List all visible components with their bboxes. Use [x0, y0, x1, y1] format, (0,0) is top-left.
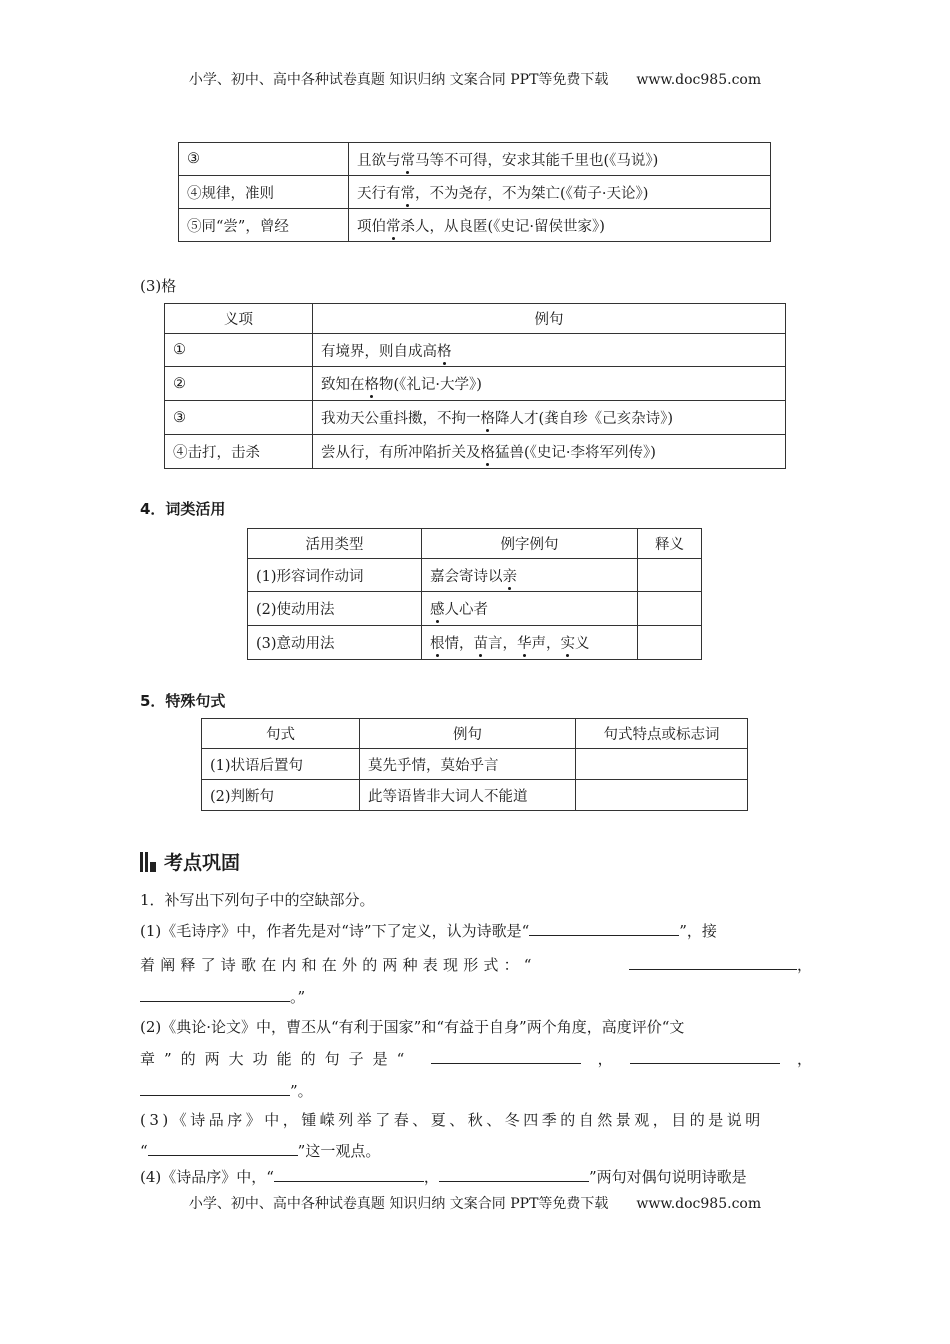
meaning-cell: ④击打，击杀 — [165, 435, 313, 469]
column-header: 例句 — [360, 719, 576, 749]
meaning-cell: ③ — [179, 143, 349, 176]
example-cell: 致知在格物(《礼记·大学》) — [313, 367, 786, 401]
answer-cell[interactable] — [638, 626, 702, 660]
jushi-label: 5．特殊句式 — [140, 692, 226, 710]
emphasis-char: 苗 — [473, 636, 488, 652]
answer-blank[interactable] — [148, 1137, 298, 1156]
example-cell: 莫先乎情，莫始乎言 — [360, 749, 576, 780]
emphasis-char: 常 — [400, 152, 415, 169]
jushi-table — [201, 718, 748, 811]
header-url: www.doc985.com — [636, 72, 762, 88]
table-row — [179, 209, 771, 242]
column-header: 例字例句 — [422, 529, 638, 559]
table-row — [165, 367, 786, 401]
example-cell: 嘉会寄诗以亲 — [422, 559, 638, 592]
column-header: 释义 — [638, 529, 702, 559]
meaning-cell: ① — [165, 334, 313, 367]
page-footer — [0, 1193, 950, 1213]
example-cell: 天行有常，不为尧存，不为桀亡(《荀子·天论》) — [349, 176, 771, 209]
table-row — [179, 143, 771, 176]
meaning-cell: ④规律，准则 — [179, 176, 349, 209]
q3-line2: “ ”这一观点。 — [140, 1137, 812, 1165]
page-header — [0, 69, 950, 89]
meaning-cell: ⑤同“尝”，曾经 — [179, 209, 349, 242]
meaning-cell: ③ — [165, 401, 313, 435]
answer-blank[interactable] — [529, 917, 679, 936]
q2-line2: 章”的两大功能的句子是“ ， ， — [140, 1045, 812, 1073]
emphasis-char: 常 — [386, 218, 401, 235]
chang-table — [178, 142, 771, 242]
cilei-table — [247, 528, 702, 660]
header-text: 小学、初中、高中各种试卷真题 知识归纳 文案合同 PPT等免费下载 — [188, 72, 609, 88]
example-cell: 有境界，则自成高格 — [313, 334, 786, 367]
example-cell: 尝从行，有所冲陷折关及格猛兽(《史记·李将军列传》) — [313, 435, 786, 469]
table-row — [248, 626, 702, 660]
example-cell: 且欲与常马等不可得，安求其能千里也(《马说》) — [349, 143, 771, 176]
table-row — [248, 592, 702, 626]
column-header: 例句 — [313, 304, 786, 334]
answer-blank[interactable] — [274, 1163, 424, 1182]
ge-table — [164, 303, 786, 469]
q2-line3: ”。 — [140, 1077, 812, 1105]
column-header: 活用类型 — [248, 529, 422, 559]
example-cell: 感人心者 — [422, 592, 638, 626]
answer-cell[interactable] — [576, 780, 748, 811]
table-header-row — [248, 529, 702, 559]
meaning-cell: ② — [165, 367, 313, 401]
question-intro: 1．补写出下列句子中的空缺部分。 — [140, 891, 375, 909]
q1-line1: (1)《毛诗序》中，作者先是对“诗”下了定义，认为诗歌是“ ”，接 — [140, 917, 812, 945]
emphasis-char: 实 — [560, 636, 575, 652]
table-row — [179, 176, 771, 209]
table-row — [202, 780, 748, 811]
emphasis-char: 感 — [430, 602, 445, 618]
type-cell: (2)判断句 — [202, 780, 360, 811]
answer-blank[interactable] — [140, 1077, 290, 1096]
emphasis-char: 常 — [400, 185, 415, 202]
footer-text: 小学、初中、高中各种试卷真题 知识归纳 文案合同 PPT等免费下载 — [188, 1196, 609, 1212]
q1-line2: 着阐释了诗歌在内和在外的两种表现形式：“ ， — [140, 951, 812, 979]
section-bars-icon — [140, 852, 156, 872]
answer-blank[interactable] — [629, 951, 797, 970]
table-row — [202, 749, 748, 780]
emphasis-char: 格 — [364, 377, 379, 393]
answer-blank[interactable] — [140, 983, 290, 1002]
table-row — [165, 401, 786, 435]
type-cell: (1)形容词作动词 — [248, 559, 422, 592]
emphasis-char: 格 — [480, 411, 495, 427]
column-header: 句式 — [202, 719, 360, 749]
answer-blank[interactable] — [431, 1045, 581, 1064]
q4-line1: (4)《诗品序》中，“ ， ”两句对偶句说明诗歌是 — [140, 1163, 812, 1191]
table-row — [248, 559, 702, 592]
emphasis-char: 格 — [437, 343, 452, 360]
type-cell: (2)使动用法 — [248, 592, 422, 626]
table-header-row — [202, 719, 748, 749]
emphasis-char: 亲 — [502, 568, 517, 585]
example-cell: 我劝天公重抖擞，不拘一格降人才(龚自珍《己亥杂诗》) — [313, 401, 786, 435]
type-cell: (3)意动用法 — [248, 626, 422, 660]
section-title: 考点巩固 — [164, 852, 241, 874]
table-row — [165, 334, 786, 367]
table-header-row — [165, 304, 786, 334]
column-header: 义项 — [165, 304, 313, 334]
answer-cell[interactable] — [576, 749, 748, 780]
emphasis-char: 格 — [480, 445, 495, 461]
footer-url: www.doc985.com — [636, 1196, 762, 1212]
answer-cell[interactable] — [638, 592, 702, 626]
table-row — [165, 435, 786, 469]
cilei-label: 4．词类活用 — [140, 500, 226, 518]
example-cell: 项伯常杀人，从良匿(《史记·留侯世家》) — [349, 209, 771, 242]
section-heading — [140, 848, 240, 875]
answer-blank[interactable] — [630, 1045, 780, 1064]
column-header: 句式特点或标志词 — [576, 719, 748, 749]
ge-label: (3)格 — [140, 277, 177, 295]
example-cell: 此等语皆非大词人不能道 — [360, 780, 576, 811]
q1-line3: 。” — [140, 983, 812, 1011]
emphasis-char: 根 — [430, 636, 445, 652]
answer-cell[interactable] — [638, 559, 702, 592]
q3-line1: (3)《诗品序》中，锺嵘列举了春、夏、秋、冬四季的自然景观，目的是说明 — [140, 1111, 764, 1129]
type-cell: (1)状语后置句 — [202, 749, 360, 780]
answer-blank[interactable] — [439, 1163, 589, 1182]
emphasis-char: 华 — [517, 636, 532, 652]
example-cell: 根情，苗言，华声，实义 — [422, 626, 638, 660]
q2-line1: (2)《典论·论文》中，曹丕从“有利于国家”和“有益于自身”两个角度，高度评价“文 — [140, 1018, 685, 1036]
